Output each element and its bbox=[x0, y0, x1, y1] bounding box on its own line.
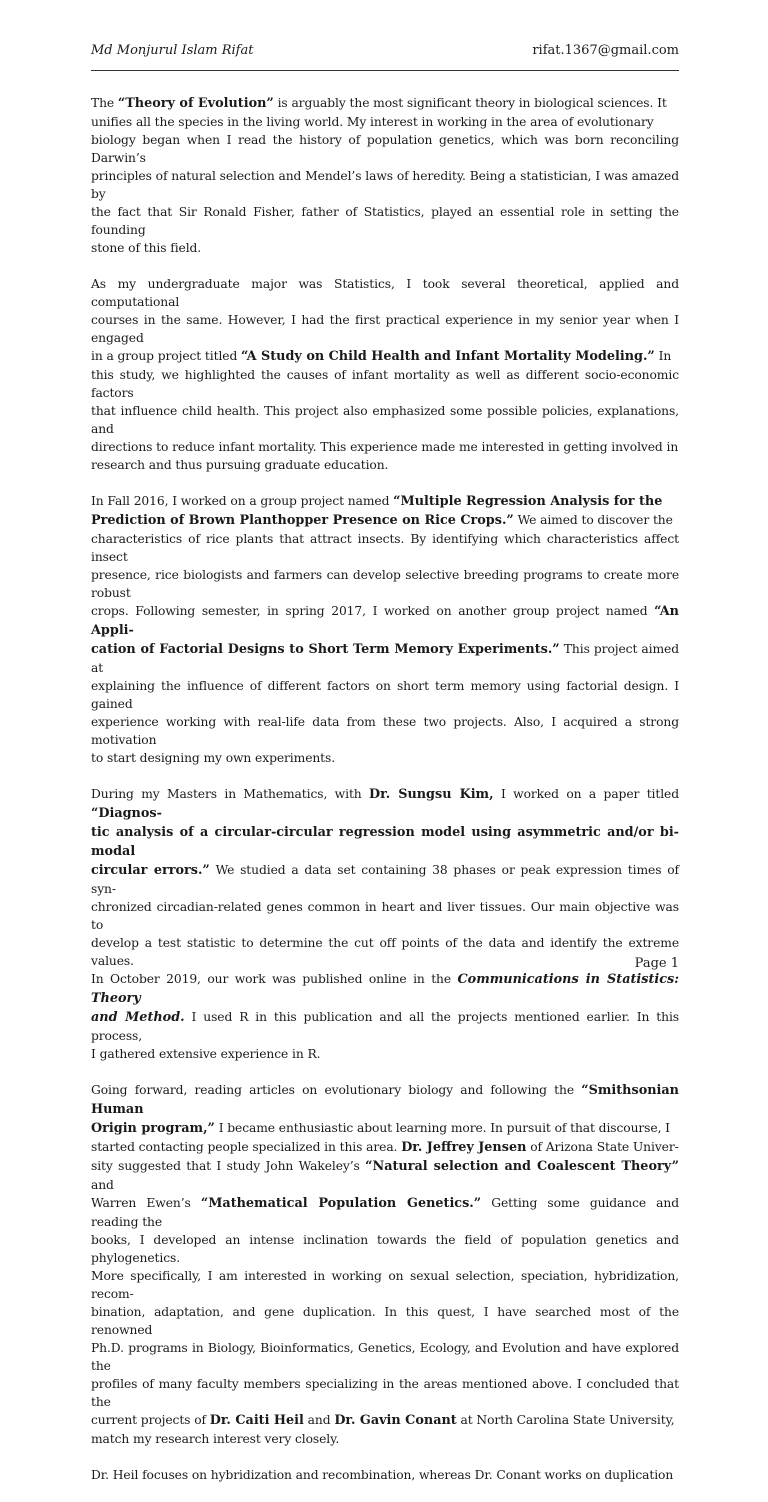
header-rule bbox=[91, 70, 679, 71]
emphasized-text: Communications in Statistics: Theory and Method. bbox=[91, 972, 679, 1025]
author-name: Md Monjurul Islam Rifat bbox=[91, 43, 254, 58]
emphasized-text: “A Study on Child Health and Infant Mortality Modeling.” bbox=[241, 349, 655, 364]
paragraph-text: and bbox=[303, 1413, 335, 1427]
body-paragraph bbox=[91, 492, 679, 767]
paragraph-text: In Fall 2016, I worked on a group project named bbox=[91, 494, 394, 508]
paragraph-text: I worked on a paper titled bbox=[493, 787, 679, 801]
emphasized-text: “Diagnos- tic analysis of a circular-circular regression model using asymmetric and/or bi-modal circular errors.” bbox=[91, 806, 679, 878]
paragraph-text: of Arizona State Univer- sity suggested that I study John Wakeley’s bbox=[91, 1140, 679, 1173]
author-email: rifat.1367@gmail.com bbox=[532, 43, 679, 58]
emphasized-text: “Theory of Evolution” bbox=[117, 96, 274, 111]
emphasized-text: “Multiple Regression Analysis for the Prediction of Brown Planthopper Presence on Rice Crops.” bbox=[91, 494, 663, 528]
paragraph-text: Dr. Heil focuses on hybridization and recombination, whereas Dr. Conant works on duplication bbox=[91, 1468, 674, 1482]
paragraph-text: We studied a data set containing 38 phases or peak expression times of syn- chronized circadian-related genes common in heart and liver tissues. Our main objective was to develop a test statistic to determine the cut off points of the data and identify the extreme values. In October 2019, our work was published online in the bbox=[91, 863, 679, 986]
paragraph-text: In this study, we highlighted the causes of infant mortality as well as different socio-economic factors that influence child health. This project also emphasized some possible policies, explanations, and directions to reduce infant mortality. This experience made me interested in getting involved in research and thus pursuing graduate education. bbox=[91, 349, 679, 472]
body-paragraph bbox=[91, 94, 679, 257]
paragraph-text: This project aimed at explaining the influence of different factors on short term memory using factorial design. I gained experience working with real-life data from these two projects. Also, I acquired a strong motivation to start designing my own experiments. bbox=[91, 642, 679, 765]
paragraph-text: I used R in this publication and all the projects mentioned earlier. In this process, I gathered extensive experience in R. bbox=[91, 1010, 679, 1061]
paragraph-text: I became enthusiastic about learning more. In pursuit of that discourse, I started contacting people specialized in this area. bbox=[91, 1121, 670, 1154]
body-paragraph bbox=[91, 275, 679, 474]
paragraph-text: Getting some guidance and reading the books, I developed an intense inclination towards the field of population genetics and phylogenetics. More specifically, I am interested in working on sexual selection, speciation, hybridization, recom- bination, adaptation, and gene duplication. In this quest, I have searched most of the renowned Ph.D. programs in Biology, Bioinformatics, Genetics, Ecology, and Evolution and have explored the profiles of many faculty members specializing in the areas mentioned above. I concluded that the current projects of bbox=[91, 1196, 679, 1427]
emphasized-text: Dr. Sungsu Kim, bbox=[369, 787, 494, 802]
emphasized-text: “Mathematical Population Genetics.” bbox=[200, 1196, 482, 1211]
paragraph-text: and Warren Ewen’s bbox=[91, 1178, 191, 1210]
paragraph-text: We aimed to discover the characteristics of rice plants that attract insects. By identifying which characteristics affect insect presence, rice biologists and farmers can develop selective breeding programs to create more robust crops. Following semester, in spring 2017, I worked on another group project named bbox=[91, 513, 679, 618]
paragraph-text: at North Carolina State University, match my research interest very closely. bbox=[91, 1413, 675, 1446]
page-number: Page 1 bbox=[634, 956, 679, 971]
emphasized-text: Dr. Gavin Conant bbox=[334, 1413, 457, 1428]
body-paragraph bbox=[91, 785, 679, 1063]
body-paragraph bbox=[91, 1081, 679, 1448]
paragraph-text: As my undergraduate major was Statistics, I took several theoretical, applied and computational courses in the same. However, I had the first practical experience in my senior year when I engaged in a group project titled bbox=[91, 277, 679, 363]
document-body bbox=[91, 94, 679, 1502]
emphasized-text: Dr. Jeffrey Jensen bbox=[401, 1140, 527, 1155]
page-header bbox=[91, 43, 679, 58]
emphasized-text: Dr. Caiti Heil bbox=[209, 1413, 304, 1428]
body-paragraph bbox=[91, 1466, 679, 1484]
paragraph-text: The bbox=[91, 96, 118, 110]
emphasized-text: “Natural selection and Coalescent Theory” bbox=[365, 1159, 679, 1174]
emphasized-text: “An Appli- cation of Factorial Designs to Short Term Memory Experiments.” bbox=[91, 604, 679, 657]
paragraph-text: is arguably the most significant theory in biological sciences. It unifies all the species in the living world. My interest in working in the area of evolutionary biology began when I read the history of population genetics, which was born reconciling Darwin’s principles of natural selection and Mendel’s laws of heredity. Being a statistician, I was amazed by the fact that Sir Ronald Fisher, father of Statistics, played an essential role in setting the founding stone of this field. bbox=[91, 96, 679, 255]
paragraph-text: Going forward, reading articles on evolutionary biology and following the bbox=[91, 1083, 582, 1097]
paragraph-text: During my Masters in Mathematics, with bbox=[91, 787, 370, 801]
emphasized-text: “Smithsonian Human Origin program,” bbox=[91, 1083, 679, 1136]
